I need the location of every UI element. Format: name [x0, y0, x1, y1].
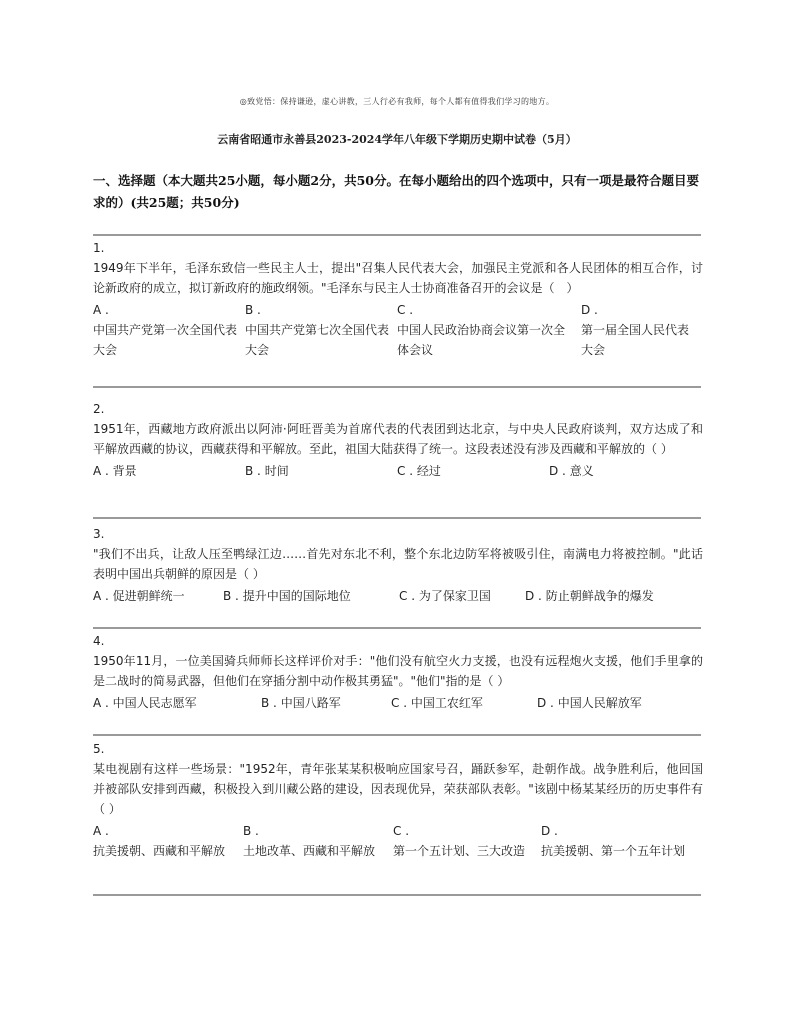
option-text: 提升中国的国际地位 — [242, 589, 351, 603]
option-text: 抗美援朝、西藏和平解放 — [93, 844, 226, 858]
option-letter: A . — [93, 589, 109, 603]
option-c[interactable] — [397, 300, 581, 360]
option-letter: D . — [541, 824, 558, 838]
question-4 — [93, 631, 703, 713]
option-d[interactable] — [525, 586, 701, 606]
question-1 — [93, 238, 703, 360]
option-text: 中国人民志愿军 — [112, 696, 197, 710]
option-letter: A . — [93, 303, 109, 317]
option-c[interactable] — [393, 821, 541, 861]
question-number: 4. — [93, 634, 105, 648]
option-text: 中国工农红军 — [410, 696, 483, 710]
question-number: 5. — [93, 742, 105, 756]
option-letter: B . — [223, 589, 239, 603]
option-letter: C . — [393, 824, 410, 838]
option-letter: B . — [245, 303, 261, 317]
option-text: 为了保家卫国 — [418, 589, 491, 603]
option-text: 中国共产党第七次全国代表大会 — [245, 323, 390, 357]
question-2 — [93, 399, 703, 481]
divider — [93, 894, 701, 896]
option-a[interactable] — [93, 693, 261, 713]
option-b[interactable] — [261, 693, 391, 713]
option-d[interactable] — [549, 461, 699, 481]
options-row — [93, 586, 703, 606]
option-a[interactable] — [93, 461, 245, 481]
option-c[interactable] — [399, 586, 525, 606]
option-a[interactable] — [93, 300, 245, 360]
section-heading: 一、选择题（本大题共25小题，每小题2分，共50分。在每小题给出的四个选项中，只有一项是最符合题目要求的）(共25题；共50分) — [93, 173, 699, 210]
divider — [93, 386, 701, 388]
option-text: 中国人民政治协商会议第一次全体会议 — [397, 323, 566, 357]
option-text: 第一届全国人民代表大会 — [581, 323, 690, 357]
question-stem: 某电视剧有这样一些场景："1952年，青年张某某积极响应国家号召，踊跃参军，赴朝作战。战争胜利后，他回国并被部队安排到西藏，积极投入到川藏公路的建设，因表现优异，荣获部队表彰。"该剧中杨某某经历的历史事件有（ ） — [93, 762, 703, 816]
option-letter: D . — [525, 589, 542, 603]
question-3 — [93, 524, 703, 606]
option-b[interactable] — [245, 300, 397, 360]
option-text: 土地改革、西藏和平解放 — [243, 844, 376, 858]
option-d[interactable] — [581, 300, 699, 360]
option-text: 促进朝鲜统一 — [112, 589, 185, 603]
option-a[interactable] — [93, 821, 243, 861]
option-text: 防止朝鲜战争的爆发 — [545, 589, 654, 603]
options-row — [93, 461, 703, 481]
options-row — [93, 693, 703, 713]
option-letter: C . — [399, 589, 416, 603]
divider — [93, 517, 701, 519]
option-text: 抗美援朝、第一个五年计划 — [541, 844, 686, 858]
option-text: 意义 — [569, 464, 594, 478]
option-letter: B . — [245, 464, 261, 478]
option-b[interactable] — [223, 586, 399, 606]
option-b[interactable] — [243, 821, 393, 861]
divider — [93, 234, 701, 236]
divider — [93, 627, 701, 629]
question-stem: 1951年，西藏地方政府派出以阿沛·阿旺晋美为首席代表的代表团到达北京，与中央人民政府谈判，双方达成了和平解放西藏的协议，西藏获得和平解放。至此，祖国大陆获得了统一。这段表述没有涉及西藏和平解放的（ ） — [93, 422, 703, 456]
option-b[interactable] — [245, 461, 397, 481]
question-5 — [93, 739, 703, 861]
question-number: 2. — [93, 402, 105, 416]
page-title: 云南省昭通市永善县2023-2024学年八年级下学期历史期中试卷（5月） — [217, 133, 577, 146]
option-letter: C . — [397, 303, 414, 317]
option-text: 背景 — [112, 464, 137, 478]
option-a[interactable] — [93, 586, 223, 606]
option-letter: C . — [397, 464, 414, 478]
question-stem: "我们不出兵，让敌人压至鸭绿江边……首先对东北不利，整个东北边防军将被吸引住，南满电力将被控制。"此话表明中国出兵朝鲜的原因是（ ） — [93, 547, 703, 581]
option-text: 中国人民解放军 — [557, 696, 642, 710]
question-number: 1. — [93, 241, 105, 255]
divider — [93, 734, 701, 736]
option-text: 中国八路军 — [280, 696, 341, 710]
option-d[interactable] — [537, 693, 701, 713]
option-letter: C . — [391, 696, 408, 710]
option-letter: A . — [93, 824, 109, 838]
option-text: 中国共产党第一次全国代表大会 — [93, 323, 238, 357]
option-letter: D . — [549, 464, 566, 478]
motto-line: ◎致党悟：保持谦逊，虚心讲教，三人行必有我师，每个人都有值得我们学习的地方。 — [239, 97, 555, 106]
option-letter: A . — [93, 464, 109, 478]
option-letter: D . — [581, 303, 598, 317]
option-d[interactable] — [541, 821, 701, 861]
option-text: 第一个五计划、三大改造 — [393, 844, 526, 858]
option-text: 经过 — [416, 464, 441, 478]
option-letter: A . — [93, 696, 109, 710]
question-number: 3. — [93, 527, 105, 541]
option-letter: B . — [261, 696, 277, 710]
options-row — [93, 821, 703, 861]
options-row — [93, 300, 703, 360]
option-c[interactable] — [391, 693, 537, 713]
option-text: 时间 — [264, 464, 289, 478]
option-letter: D . — [537, 696, 554, 710]
option-letter: B . — [243, 824, 259, 838]
question-stem: 1949年下半年，毛泽东致信一些民主人士，提出"召集人民代表大会，加强民主党派和各人民团体的相互合作，讨论新政府的成立，拟订新政府的施政纲领。"毛泽东与民主人士协商准备召开的会议是（ ） — [93, 261, 703, 295]
question-stem: 1950年11月，一位美国骑兵师师长这样评价对手："他们没有航空火力支援，也没有远程炮火支援，他们手里拿的是二战时的简易武器，但他们在穿插分割中动作极其勇猛"。"他们"指的是（ ） — [93, 654, 703, 688]
option-c[interactable] — [397, 461, 549, 481]
